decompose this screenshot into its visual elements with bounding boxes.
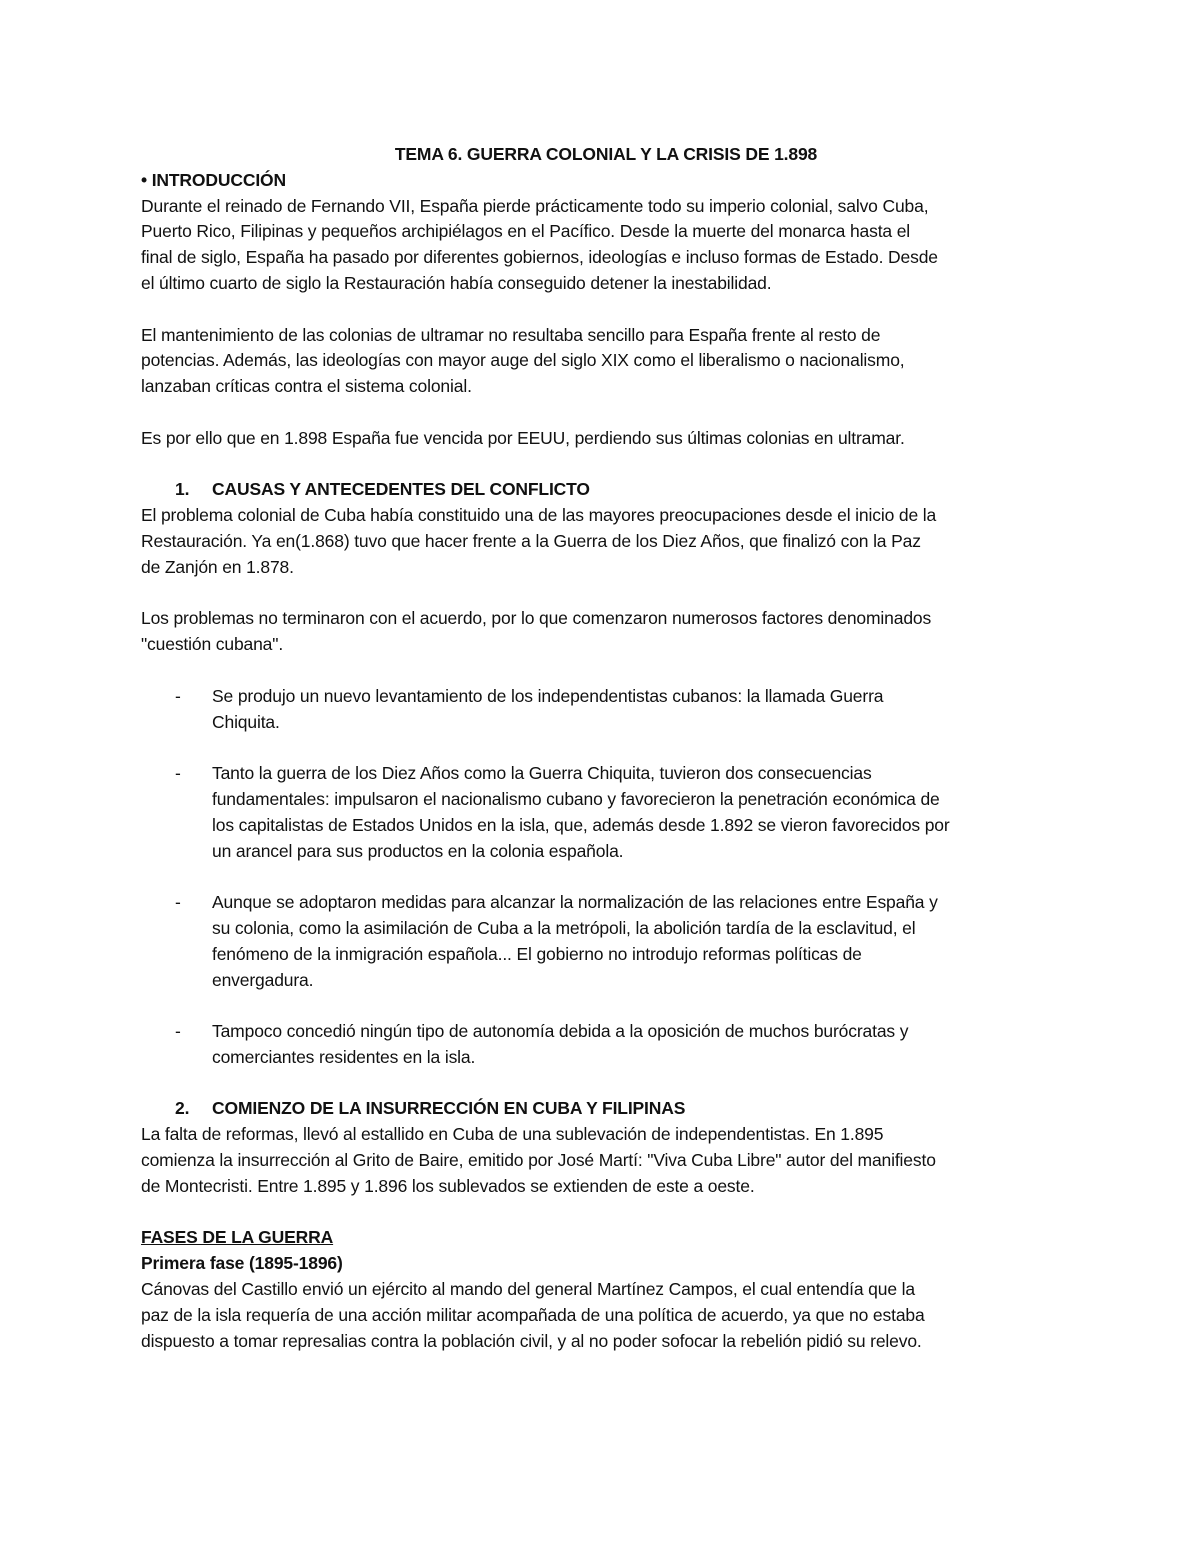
list-item <box>141 684 1071 736</box>
text-line: dispuesto a tomar represalias contra la población civil, y al no poder sofocar la rebelión pidió su relevo. <box>141 1330 922 1351</box>
text-line: fundamentales: impulsaron el nacionalismo cubano y favorecieron la penetración económica de <box>212 788 940 809</box>
phase-1-paragraph <box>141 1277 1071 1354</box>
text-line: comienza la insurrección al Grito de Baire, emitido por José Martí: "Viva Cuba Libre" autor del manifiesto <box>141 1150 936 1171</box>
intro-paragraph-1 <box>141 194 1071 297</box>
section-2-paragraph-1 <box>141 1122 1071 1199</box>
text-line: envergadura. <box>212 969 314 990</box>
text-line: "cuestión cubana". <box>141 634 284 655</box>
text-line: lanzaban críticas contra el sistema colonial. <box>141 376 472 397</box>
text-line: fenómeno de la inmigración española... El gobierno no introdujo reformas políticas de <box>212 943 862 964</box>
text-line: Chiquita. <box>212 711 280 732</box>
text-line: El mantenimiento de las colonias de ultramar no resultaba sencillo para España frente al resto de <box>141 324 881 345</box>
section-1-paragraph-1 <box>141 503 1071 580</box>
text-line: paz de la isla requería de una acción militar acompañada de una política de acuerdo, ya que no estaba <box>141 1304 925 1325</box>
text-line: potencias. Además, las ideologías con mayor auge del siglo XIX como el liberalismo o nacionalismo, <box>141 350 905 371</box>
text-line: de Zanjón en 1.878. <box>141 556 294 577</box>
dash-bullet: - <box>175 1021 181 1042</box>
text-line: Tampoco concedió ningún tipo de autonomía debida a la oposición de muchos burócratas y <box>212 1021 909 1042</box>
text-line: La falta de reformas, llevó al estallido en Cuba de una sublevación de independentistas. En 1.895 <box>141 1124 884 1145</box>
section-1-heading <box>141 477 1071 503</box>
text-line: un arancel para sus productos en la colonia española. <box>212 840 624 861</box>
document-title: TEMA 6. GUERRA COLONIAL Y LA CRISIS DE 1.898 <box>394 144 818 164</box>
section-number: 2. <box>175 1098 190 1119</box>
section-2-heading <box>141 1096 1071 1122</box>
text-line: Restauración. Ya en(1.868) tuvo que hacer frente a la Guerra de los Diez Años, que finalizó con la Paz <box>141 530 921 551</box>
text-line: final de siglo, España ha pasado por diferentes gobiernos, ideologías e incluso formas de Estado. Desde <box>141 247 938 268</box>
section-1-paragraph-2 <box>141 606 1071 658</box>
text-line: su colonia, como la asimilación de Cuba a la metrópoli, la abolición tardía de la esclavitud, el <box>212 917 916 938</box>
text-line: Puerto Rico, Filipinas y pequeños archipiélagos en el Pacífico. Desde la muerte del monarca hasta el <box>141 221 911 242</box>
intro-paragraph-3: Es por ello que en 1.898 España fue vencida por EEUU, perdiendo sus últimas colonias en ultramar. <box>141 427 905 448</box>
intro-paragraph-2 <box>141 323 1071 400</box>
phase-1-heading: Primera fase (1895-1896) <box>141 1253 343 1274</box>
text-line: de Montecristi. Entre 1.895 y 1.896 los sublevados se extienden de este a oeste. <box>141 1175 755 1196</box>
section-title: COMIENZO DE LA INSURRECCIÓN EN CUBA Y FILIPINAS <box>212 1098 686 1119</box>
text-line: los capitalistas de Estados Unidos en la isla, que, además desde 1.892 se vieron favorecidos por <box>212 814 950 835</box>
section-number: 1. <box>175 479 190 500</box>
text-line: Tanto la guerra de los Diez Años como la Guerra Chiquita, tuvieron dos consecuencias <box>212 763 872 784</box>
dash-bullet: - <box>175 685 181 706</box>
text-line: comerciantes residentes en la isla. <box>212 1046 476 1067</box>
text-line: Aunque se adoptaron medidas para alcanzar la normalización de las relaciones entre España y <box>212 892 938 913</box>
text-line: Los problemas no terminaron con el acuerdo, por lo que comenzaron numerosos factores denominados <box>141 608 932 629</box>
text-line: El problema colonial de Cuba había constituido una de las mayores preocupaciones desde el inicio de la <box>141 505 937 526</box>
intro-heading: • INTRODUCCIÓN <box>141 169 286 190</box>
phases-heading: FASES DE LA GUERRA <box>141 1227 334 1248</box>
list-item <box>141 761 1071 864</box>
dash-bullet: - <box>175 763 181 784</box>
list-item <box>141 890 1071 993</box>
list-item <box>141 1019 1071 1071</box>
dash-bullet: - <box>175 892 181 913</box>
text-line: Se produjo un nuevo levantamiento de los independentistas cubanos: la llamada Guerra <box>212 685 884 706</box>
text-line: el último cuarto de siglo la Restauración había conseguido detener la inestabilidad. <box>141 272 772 293</box>
text-line: Cánovas del Castillo envió un ejército al mando del general Martínez Campos, el cual entendía que la <box>141 1279 915 1300</box>
section-title: CAUSAS Y ANTECEDENTES DEL CONFLICTO <box>212 479 590 500</box>
text-line: Durante el reinado de Fernando VII, España pierde prácticamente todo su imperio colonial, salvo Cuba, <box>141 195 929 216</box>
document-page <box>141 142 1071 1354</box>
